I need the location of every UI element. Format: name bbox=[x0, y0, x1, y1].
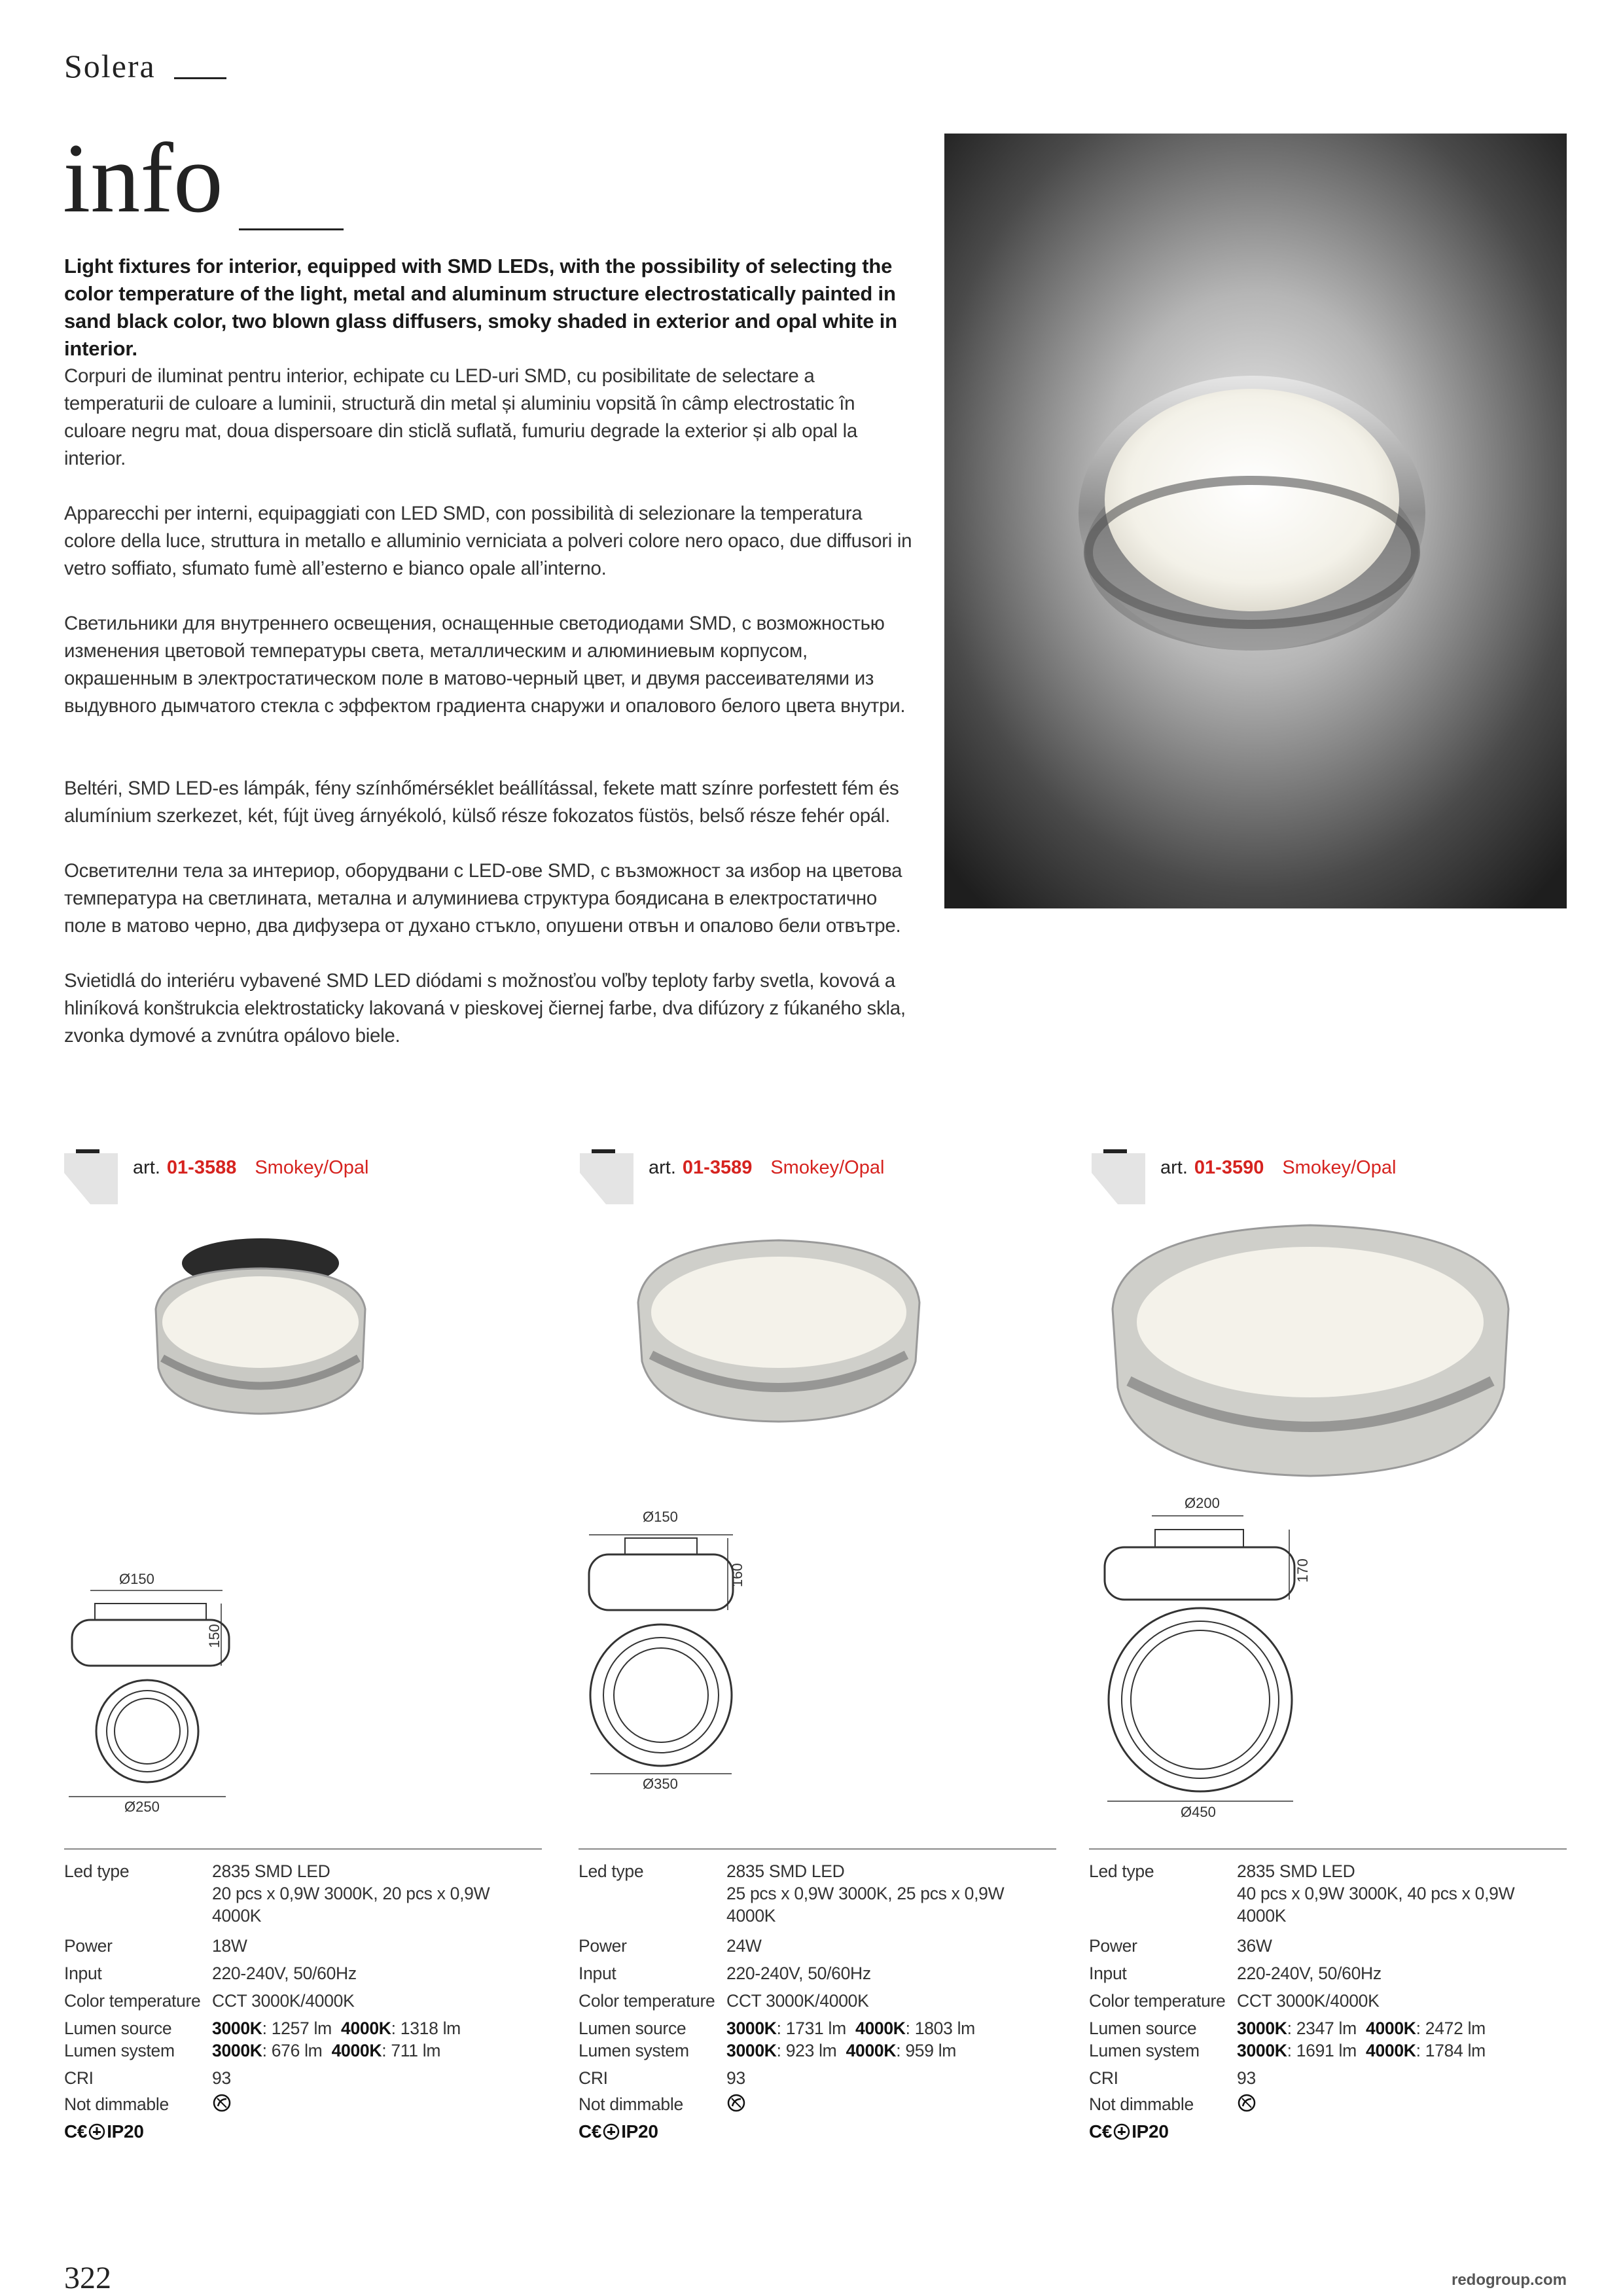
spec-value: 220-240V, 50/60Hz bbox=[212, 1964, 357, 1983]
ceiling-mount-icon bbox=[580, 1149, 633, 1204]
dim-height: 170 bbox=[1294, 1558, 1311, 1583]
not-dimmable-icon bbox=[726, 2093, 746, 2113]
spec-row-led-type bbox=[579, 1860, 1056, 1927]
spec-label: Power bbox=[64, 1936, 113, 1956]
article-finish: Smokey/Opal bbox=[255, 1157, 369, 1178]
spec-row-lumen-system bbox=[1089, 2039, 1567, 2062]
product-image-01-3590 bbox=[1106, 1211, 1515, 1492]
dimension-drawing-01-3589 bbox=[582, 1509, 766, 1803]
certification-marks bbox=[1089, 2121, 1567, 2143]
article-finish: Smokey/Opal bbox=[770, 1157, 885, 1178]
spec-divider bbox=[64, 1848, 542, 1850]
spec-row-cri bbox=[1089, 2067, 1567, 2089]
spec-value: 220-240V, 50/60Hz bbox=[1237, 1964, 1382, 1983]
brand-underline bbox=[174, 77, 226, 79]
spec-row-lumen-system bbox=[64, 2039, 542, 2062]
article-code: 01-3590 bbox=[1194, 1157, 1264, 1178]
product-01-3588 bbox=[64, 1149, 118, 1208]
spec-table-01-3589 bbox=[579, 1860, 1056, 2143]
spec-key: 4000K bbox=[1366, 2018, 1416, 2038]
spec-key: 4000K bbox=[1366, 2041, 1416, 2060]
spec-value: : 1691 lm bbox=[1287, 2041, 1357, 2060]
spec-value: : 1318 lm bbox=[391, 2018, 461, 2038]
spec-divider bbox=[579, 1848, 1056, 1850]
description-hungarian: Beltéri, SMD LED-es lámpák, fény színhőmérséklet beállítással, fekete matt színre porfestett fém és alumínium szerkezet, két, fújt üveg árnyékoló, külső része fokozatos füstös, belső része fehér opál. bbox=[64, 778, 899, 827]
dim-top-diameter: Ø200 bbox=[1185, 1495, 1220, 1511]
class-ii-icon bbox=[603, 2123, 620, 2140]
spec-key: 3000K bbox=[726, 2018, 777, 2038]
spec-row-input bbox=[64, 1962, 542, 1984]
spec-label: Input bbox=[1089, 1964, 1127, 1983]
spec-row-lumen-source bbox=[579, 2017, 1056, 2039]
description-russian: Светильники для внутреннего освещения, оснащенные светодиодами SMD, с возможностью изменения цветовой температуры света, металлическим и алюминиевым корпусом, окрашенным в электростатическом поле в матово-черный цвет, и двумя рассеивателями из выдувного дымчатого стекла с эффектом градиента снаружи и опалового белого цвета внутри. bbox=[64, 613, 906, 717]
description-romanian: Corpuri de iluminat pentru interior, echipate cu LED-uri SMD, cu posibilitate de selectare a temperaturii de culoare a luminii, structură din metal și aluminiu vopsită în câmp electrostatic în culoare negru mat, doua dispersoare din sticlă suflată, fumuriu degrade la exterior și alb opal la interior. bbox=[64, 365, 857, 469]
spec-row-not-dimmable bbox=[579, 2093, 1056, 2118]
spec-row-not-dimmable bbox=[1089, 2093, 1567, 2118]
spec-value: 93 bbox=[212, 2068, 231, 2088]
article-code: 01-3589 bbox=[682, 1157, 753, 1178]
dim-bottom-diameter: Ø450 bbox=[1181, 1804, 1216, 1820]
dim-top-diameter: Ø150 bbox=[643, 1509, 678, 1525]
spec-row-input bbox=[579, 1962, 1056, 1984]
spec-value: : 1731 lm bbox=[776, 2018, 846, 2038]
spec-value: : 2347 lm bbox=[1287, 2018, 1357, 2038]
ceiling-mount-icon bbox=[1092, 1149, 1145, 1204]
spec-label: Lumen source bbox=[579, 2018, 687, 2038]
spec-label: Input bbox=[579, 1964, 616, 1983]
dimension-drawing-01-3588 bbox=[65, 1571, 236, 1820]
spec-row-color-temperature bbox=[1089, 1990, 1567, 2012]
spec-label: Lumen source bbox=[1089, 2018, 1197, 2038]
spec-value: CCT 3000K/4000K bbox=[1237, 1991, 1380, 2011]
spec-label: Power bbox=[579, 1936, 627, 1956]
spec-row-power bbox=[579, 1935, 1056, 1957]
spec-label: Input bbox=[64, 1964, 102, 1983]
description-italian: Apparecchi per interni, equipaggiati con LED SMD, con possibilità di selezionare la temperatura colore della luce, struttura in metallo e alluminio verniciata a polveri colore nero opaco, due diffusori in vetro soffiato, sfumato fumè all’esterno e bianco opale all’interno. bbox=[64, 503, 912, 579]
spec-value: 2835 SMD LED bbox=[726, 1861, 845, 1881]
spec-label: Color temperature bbox=[1089, 1991, 1226, 2011]
certification-marks bbox=[64, 2121, 542, 2143]
spec-label: Color temperature bbox=[579, 1991, 715, 2011]
spec-row-power bbox=[1089, 1935, 1567, 1957]
dim-height: 150 bbox=[206, 1624, 223, 1648]
product-01-3589 bbox=[580, 1149, 633, 1208]
spec-row-lumen-source bbox=[1089, 2017, 1567, 2039]
ip-rating: IP20 bbox=[1132, 2121, 1169, 2142]
spec-row-led-type bbox=[64, 1860, 542, 1927]
dimension-drawing-01-3590 bbox=[1099, 1494, 1335, 1821]
spec-label: Lumen system bbox=[1089, 2041, 1200, 2060]
spec-key: 4000K bbox=[846, 2041, 897, 2060]
spec-value: 2835 SMD LED bbox=[1237, 1861, 1355, 1881]
ce-mark-icon: C€ bbox=[579, 2121, 602, 2142]
spec-label: Lumen system bbox=[64, 2041, 175, 2060]
ip-rating: IP20 bbox=[621, 2121, 658, 2142]
spec-key: 3000K bbox=[1237, 2041, 1287, 2060]
spec-value: 20 pcs x 0,9W 3000K, 20 pcs x 0,9W 4000K bbox=[212, 1884, 490, 1926]
website-link[interactable]: redogroup.com bbox=[1451, 2271, 1567, 2289]
spec-key: 4000K bbox=[341, 2018, 391, 2038]
spec-value: 2835 SMD LED bbox=[212, 1861, 330, 1881]
spec-label: CRI bbox=[1089, 2068, 1118, 2088]
class-ii-icon bbox=[1113, 2123, 1130, 2140]
spec-value: 93 bbox=[1237, 2068, 1256, 2088]
spec-key: 4000K bbox=[331, 2041, 382, 2060]
spec-label: Not dimmable bbox=[579, 2094, 683, 2114]
spec-label: Lumen system bbox=[579, 2041, 689, 2060]
spec-row-not-dimmable bbox=[64, 2093, 542, 2118]
spec-label: Led type bbox=[579, 1861, 644, 1881]
dim-height: 160 bbox=[729, 1563, 745, 1587]
article-label-01-3589 bbox=[649, 1157, 884, 1179]
spec-label: Led type bbox=[64, 1861, 130, 1881]
spec-row-lumen-source bbox=[64, 2017, 542, 2039]
spec-value: : 2472 lm bbox=[1416, 2018, 1486, 2038]
dim-bottom-diameter: Ø350 bbox=[643, 1776, 678, 1792]
spec-value: 36W bbox=[1237, 1936, 1272, 1956]
spec-value: : 1803 lm bbox=[905, 2018, 975, 2038]
section-title: info bbox=[63, 123, 223, 233]
spec-value: : 959 lm bbox=[896, 2041, 957, 2060]
spec-row-lumen-system bbox=[579, 2039, 1056, 2062]
spec-key: 3000K bbox=[212, 2018, 262, 2038]
dim-bottom-diameter: Ø250 bbox=[124, 1799, 160, 1815]
spec-row-power bbox=[64, 1935, 542, 1957]
spec-value: 220-240V, 50/60Hz bbox=[726, 1964, 871, 1983]
spec-key: 4000K bbox=[855, 2018, 906, 2038]
product-photo bbox=[944, 134, 1567, 908]
spec-value: : 1784 lm bbox=[1416, 2041, 1486, 2060]
spec-value: : 1257 lm bbox=[262, 2018, 332, 2038]
spec-label: CRI bbox=[64, 2068, 94, 2088]
spec-table-01-3588 bbox=[64, 1860, 542, 2143]
spec-value: 40 pcs x 0,9W 3000K, 40 pcs x 0,9W 4000K bbox=[1237, 1884, 1515, 1926]
article-label-01-3588 bbox=[133, 1157, 368, 1179]
ceiling-mount-icon bbox=[64, 1149, 118, 1204]
art-prefix: art. bbox=[649, 1157, 676, 1178]
spec-value: : 676 lm bbox=[262, 2041, 323, 2060]
spec-label: Color temperature bbox=[64, 1991, 201, 2011]
spec-value: 24W bbox=[726, 1936, 762, 1956]
spec-label: Led type bbox=[1089, 1861, 1154, 1881]
product-image-01-3588 bbox=[149, 1237, 378, 1433]
article-code: 01-3588 bbox=[166, 1157, 237, 1178]
spec-value: : 923 lm bbox=[776, 2041, 837, 2060]
description-bulgarian: Осветителни тела за интериор, оборудвани с LED-ове SMD, с възможност за избор на цветова температура на светлината, метална и алуминиева структура боядисана в електростатично поле в матово черно, два дифузера от духано стъкло, опушени отвън и опалово бели отвътре. bbox=[64, 860, 902, 937]
page-number: 322 bbox=[64, 2261, 111, 2295]
art-prefix: art. bbox=[133, 1157, 160, 1178]
spec-label: CRI bbox=[579, 2068, 608, 2088]
product-image-01-3589 bbox=[625, 1224, 933, 1440]
spec-key: 3000K bbox=[1237, 2018, 1287, 2038]
article-finish: Smokey/Opal bbox=[1282, 1157, 1397, 1178]
brand-name: Solera bbox=[64, 48, 156, 84]
spec-value: 93 bbox=[726, 2068, 745, 2088]
spec-row-led-type bbox=[1089, 1860, 1567, 1927]
article-label-01-3590 bbox=[1160, 1157, 1396, 1179]
ce-mark-icon: C€ bbox=[1089, 2121, 1113, 2142]
spec-row-color-temperature bbox=[579, 1990, 1056, 2012]
spec-value: CCT 3000K/4000K bbox=[726, 1991, 869, 2011]
spec-label: Power bbox=[1089, 1936, 1137, 1956]
description-slovak: Svietidlá do interiéru vybavené SMD LED diódami s možnosťou voľby teploty farby svetla, kovová a hliníková konštrukcia elektrostaticky lakovaná v pieskovej čiernej farbe, dva difúzory z fúkaného skla, zvonka dymové a zvnútra opálovo biele. bbox=[64, 970, 906, 1047]
certification-marks bbox=[579, 2121, 1056, 2143]
spec-row-input bbox=[1089, 1962, 1567, 1984]
spec-row-cri bbox=[64, 2067, 542, 2089]
spec-key: 3000K bbox=[212, 2041, 262, 2060]
ip-rating: IP20 bbox=[107, 2121, 144, 2142]
spec-row-color-temperature bbox=[64, 1990, 542, 2012]
spec-value: CCT 3000K/4000K bbox=[212, 1991, 355, 2011]
spec-value: : 711 lm bbox=[382, 2041, 441, 2060]
description-english: Light fixtures for interior, equipped with SMD LEDs, with the possibility of selecting the color temperature of the light, metal and aluminum structure electrostatically painted in sand black color, two blown glass diffusers, smoky shaded in exterior and opal white in interior. bbox=[64, 255, 897, 360]
spec-value: 18W bbox=[212, 1936, 247, 1956]
class-ii-icon bbox=[88, 2123, 105, 2140]
product-01-3590 bbox=[1092, 1149, 1145, 1208]
spec-label: Not dimmable bbox=[64, 2094, 169, 2114]
art-prefix: art. bbox=[1160, 1157, 1188, 1178]
not-dimmable-icon bbox=[212, 2093, 232, 2113]
spec-label: Not dimmable bbox=[1089, 2094, 1194, 2114]
spec-divider bbox=[1089, 1848, 1567, 1850]
section-title-underline bbox=[239, 228, 344, 230]
spec-value: 25 pcs x 0,9W 3000K, 25 pcs x 0,9W 4000K bbox=[726, 1884, 1005, 1926]
spec-key: 3000K bbox=[726, 2041, 777, 2060]
not-dimmable-icon bbox=[1237, 2093, 1257, 2113]
spec-label: Lumen source bbox=[64, 2018, 172, 2038]
ce-mark-icon: C€ bbox=[64, 2121, 88, 2142]
spec-table-01-3590 bbox=[1089, 1860, 1567, 2143]
spec-row-cri bbox=[579, 2067, 1056, 2089]
dim-top-diameter: Ø150 bbox=[119, 1571, 154, 1587]
